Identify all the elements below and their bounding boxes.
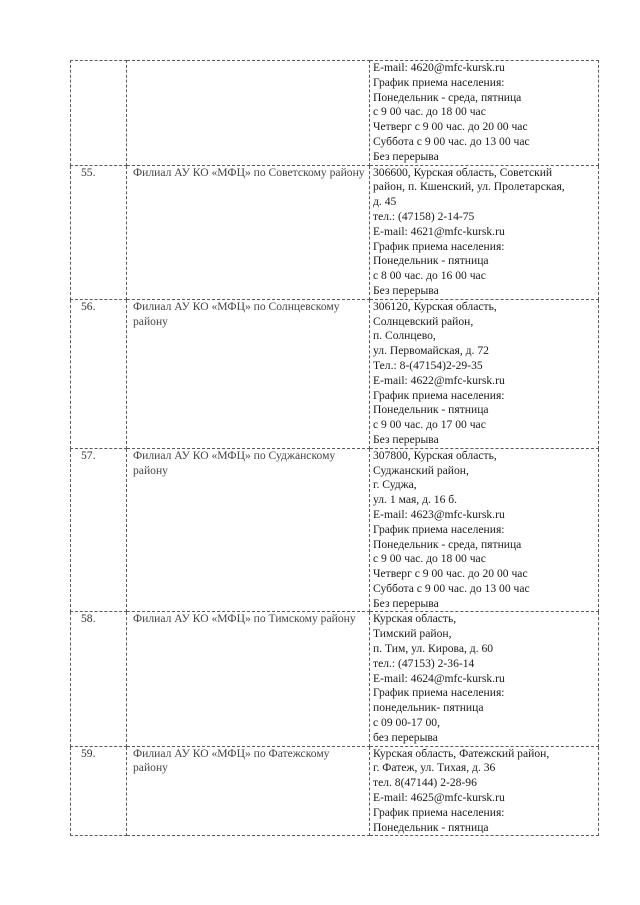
contact-line: Понедельник - среда, пятница <box>373 90 522 104</box>
table-row <box>71 612 599 746</box>
branch-contacts <box>370 61 599 166</box>
contact-line: Понедельник - пятница <box>373 254 489 268</box>
contact-line: Суджанский район, <box>373 463 469 477</box>
table-row <box>71 299 599 448</box>
contact-line: понедельник- пятница <box>373 701 484 715</box>
contact-line: п. Тим, ул. Кирова, д. 60 <box>373 642 494 656</box>
contact-line: Без перерыва <box>373 149 439 163</box>
contact-line: Понедельник - пятница <box>373 820 489 834</box>
contact-line: График приема населения: <box>373 388 505 402</box>
contact-line: Понедельник - среда, пятница <box>373 537 522 551</box>
contact-line: ул. 1 мая, д. 16 б. <box>373 493 458 507</box>
contact-line: Без перерыва <box>373 596 439 610</box>
branch-contacts <box>370 165 599 299</box>
branch-name <box>127 61 370 166</box>
branch-name: Филиал АУ КО «МФЦ» по Суджанскому району <box>127 448 370 612</box>
contact-line: без перерыва <box>373 730 438 744</box>
contact-line: 306120, Курская область, <box>373 299 497 313</box>
table-row <box>71 746 599 836</box>
contact-line: ул. Первомайская, д. 72 <box>373 344 489 358</box>
row-number: 57. <box>71 448 127 612</box>
contact-line: Солнцевский район, <box>373 314 474 328</box>
branch-contacts <box>370 746 599 836</box>
table-row <box>71 61 599 166</box>
contact-line: E-mail: 4620@mfc-kursk.ru <box>373 61 505 74</box>
mfc-branches-table <box>70 60 599 836</box>
contact-line: Без перерыва <box>373 283 439 297</box>
contact-line: E-mail: 4623@mfc-kursk.ru <box>373 507 505 521</box>
contact-line: г. Суджа, <box>373 478 417 492</box>
branch-contacts <box>370 299 599 448</box>
contact-line: Курская область, <box>373 612 457 626</box>
branch-name: Филиал АУ КО «МФЦ» по Фатежскому району <box>127 746 370 836</box>
table-row <box>71 448 599 612</box>
contact-line: График приема населения: <box>373 686 505 700</box>
contact-line: Суббота с 9 00 час. до 13 00 час <box>373 581 530 595</box>
branch-contacts <box>370 448 599 612</box>
contact-line: График приема населения: <box>373 239 505 253</box>
branch-name: Филиал АУ КО «МФЦ» по Солнцевскому району <box>127 299 370 448</box>
row-number <box>71 61 127 166</box>
branch-contacts <box>370 612 599 746</box>
contact-line: График приема населения: <box>373 75 505 89</box>
contact-line: Суббота с 9 00 час. до 13 00 час <box>373 134 530 148</box>
contact-line: График приема населения: <box>373 522 505 536</box>
row-number: 59. <box>71 746 127 836</box>
contact-line: 307800, Курская область, <box>373 448 497 462</box>
row-number: 55. <box>71 165 127 299</box>
contact-line: E-mail: 4624@mfc-kursk.ru <box>373 671 505 685</box>
contact-line: п. Солнцево, <box>373 329 436 343</box>
branch-name: Филиал АУ КО «МФЦ» по Тимскому району <box>127 612 370 746</box>
contact-line: 306600, Курская область, Советский <box>373 165 553 179</box>
contact-line: с 8 00 час. до 16 00 час <box>373 269 486 283</box>
contact-line: тел.: (47153) 2-36-14 <box>373 656 475 670</box>
table-row <box>71 165 599 299</box>
contact-line: с 09 00-17 00, <box>373 716 440 730</box>
contact-line: E-mail: 4625@mfc-kursk.ru <box>373 791 505 805</box>
contact-line: Тимский район, <box>373 627 452 641</box>
contact-line: район, п. Кшенский, ул. Пролетарская, <box>373 180 565 194</box>
contact-line: Без перерыва <box>373 432 439 446</box>
contact-line: Курская область, Фатежский район, <box>373 746 550 760</box>
row-number: 58. <box>71 612 127 746</box>
row-number: 56. <box>71 299 127 448</box>
contact-line: д. 45 <box>373 195 397 209</box>
contact-line: тел.: (47158) 2-14-75 <box>373 209 475 223</box>
branch-name: Филиал АУ КО «МФЦ» по Советскому району <box>127 165 370 299</box>
contact-line: Тел.: 8-(47154)2-29-35 <box>373 358 483 372</box>
contact-line: E-mail: 4622@mfc-kursk.ru <box>373 373 505 387</box>
contact-line: Четверг с 9 00 час. до 20 00 час <box>373 120 528 134</box>
contact-line: с 9 00 час. до 18 00 час <box>373 552 486 566</box>
contact-line: с 9 00 час. до 17 00 час <box>373 418 486 432</box>
contact-line: Понедельник - пятница <box>373 403 489 417</box>
contact-line: График приема населения: <box>373 805 505 819</box>
contact-line: E-mail: 4621@mfc-kursk.ru <box>373 224 505 238</box>
contact-line: Четверг с 9 00 час. до 20 00 час <box>373 567 528 581</box>
contact-line: тел. 8(47144) 2-28-96 <box>373 776 477 790</box>
contact-line: с 9 00 час. до 18 00 час <box>373 105 486 119</box>
contact-line: г. Фатеж, ул. Тихая, д. 36 <box>373 761 496 775</box>
